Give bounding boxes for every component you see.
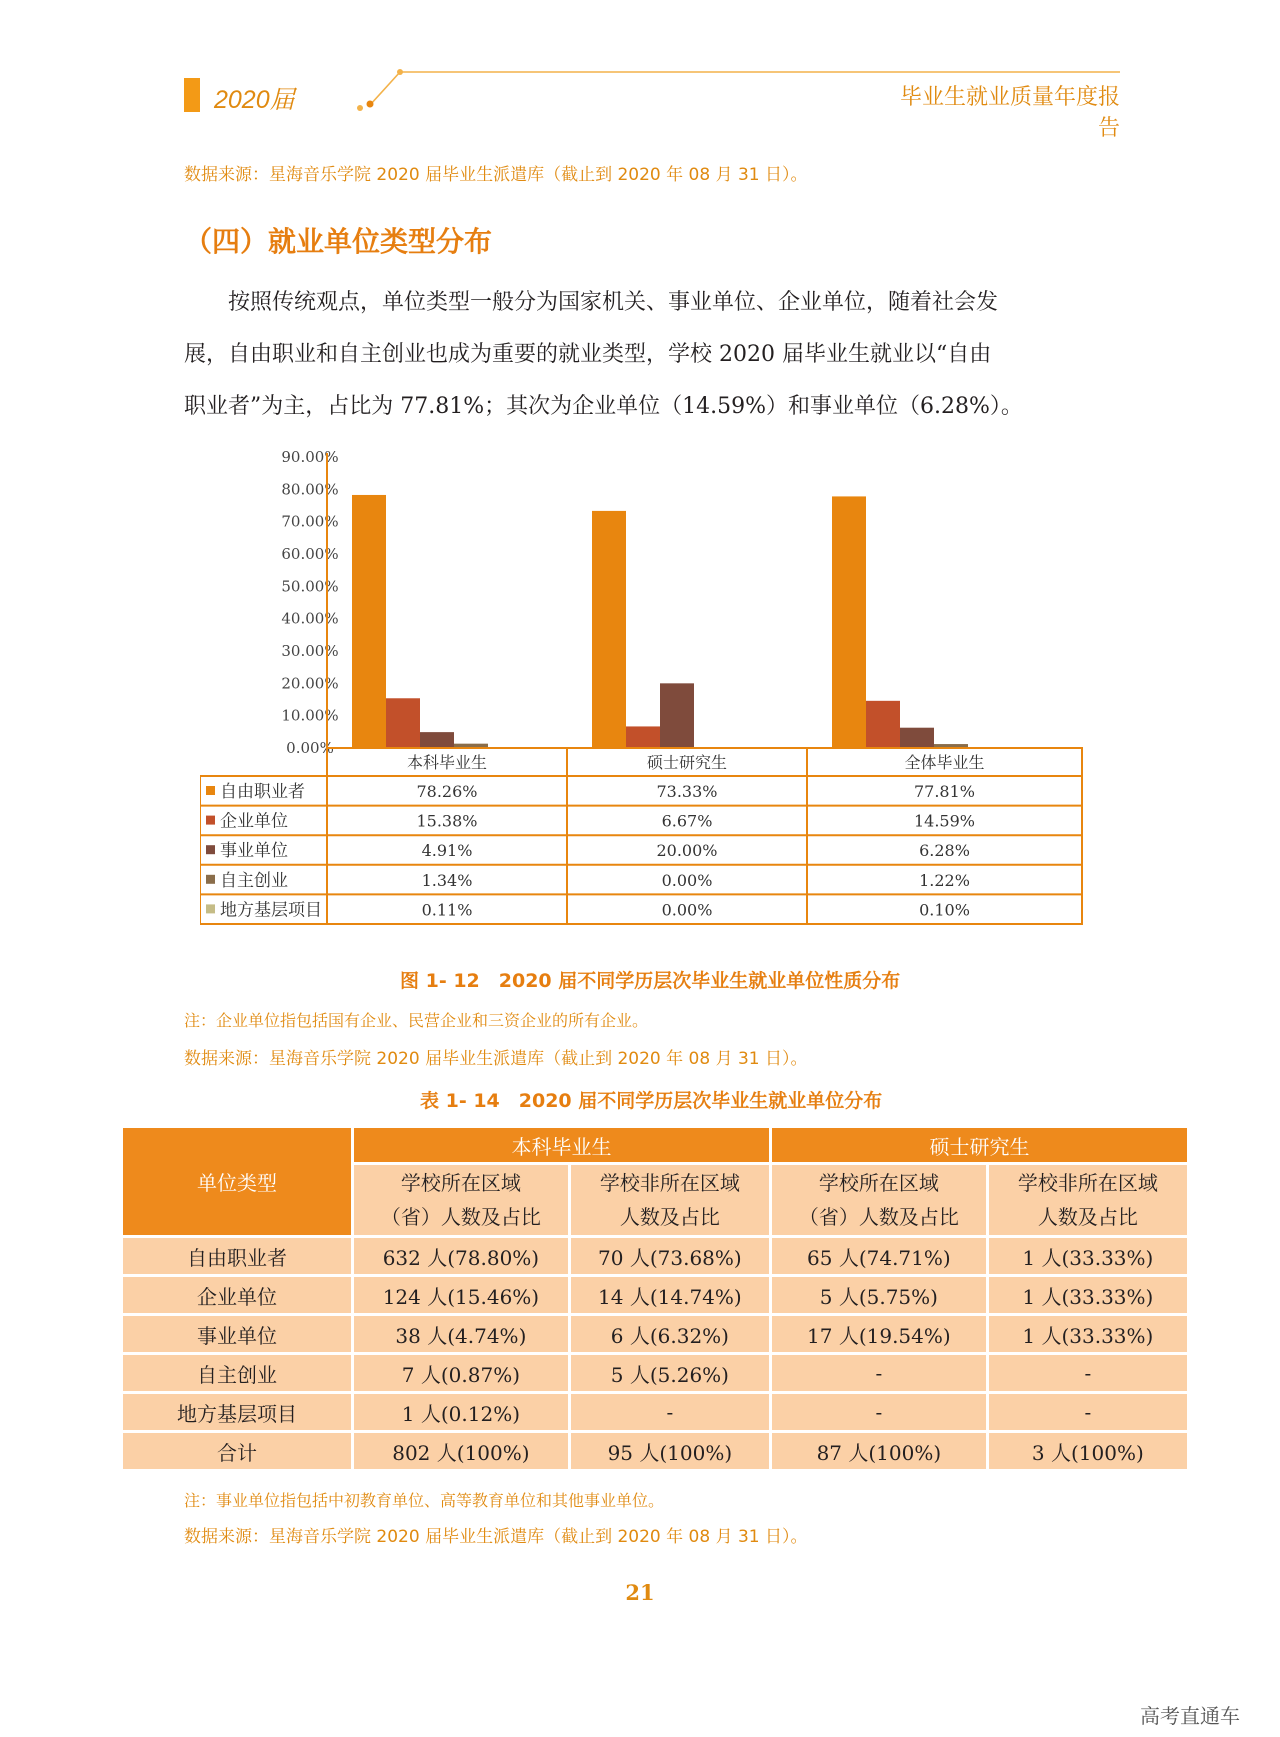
data-label: 1.34% (421, 870, 473, 890)
group-header-master: 硕士研究生 (772, 1128, 1187, 1162)
table-source: 数据来源：星海音乐学院 2020 届毕业生派遣库（截止到 2020 年 08 月 31 日）。 (184, 1527, 808, 1547)
data-label: 0.00% (661, 870, 713, 890)
table-row (123, 1277, 1187, 1313)
data-label: 14.59% (913, 811, 976, 831)
table-cell: 70 人(73.68%) (571, 1238, 769, 1274)
row-label: 自由职业者 (123, 1238, 351, 1274)
table-cell: 5 人(5.26%) (571, 1355, 769, 1391)
table-cell: 38 人(4.74%) (354, 1316, 568, 1352)
row-label: 合计 (123, 1433, 351, 1469)
data-label: 0.10% (919, 900, 970, 920)
y-tick-label: 70.00% (281, 512, 339, 531)
subheader-cell (571, 1165, 769, 1235)
subheader-line: 学校所在区域 (400, 1171, 521, 1195)
table-cell: 7 人(0.87%) (354, 1355, 568, 1391)
subheader-line: （省）人数及占比 (380, 1205, 541, 1229)
bar-chart (200, 445, 1100, 955)
subheader-cell (989, 1165, 1187, 1235)
table-note: 注：事业单位指包括中初教育单位、高等教育单位和其他事业单位。 (184, 1491, 665, 1510)
table-cell: - (989, 1355, 1187, 1391)
table-cell: 124 人(15.46%) (354, 1277, 568, 1313)
subheader-line: 学校所在区域 (818, 1171, 939, 1195)
subheader-cell (354, 1165, 568, 1235)
y-tick-label: 40.00% (281, 609, 339, 628)
group-header-undergrad: 本科毕业生 (354, 1128, 769, 1162)
header-year-label: 2020届 (214, 86, 295, 114)
row-label: 企业单位 (123, 1277, 351, 1313)
data-label: 73.33% (656, 782, 718, 801)
bar-2-3 (866, 701, 900, 748)
legend-label: 事业单位 (220, 841, 288, 862)
y-tick-label: 60.00% (281, 545, 339, 563)
table-cell: 3 人(100%) (989, 1433, 1187, 1469)
category-label: 全体毕业生 (904, 753, 985, 772)
y-tick-label: 50.00% (281, 577, 339, 596)
table-cell: - (772, 1355, 986, 1391)
page-number: 21 (625, 1580, 655, 1605)
y-tick-label: 0.00% (286, 739, 334, 757)
bar-3-2 (660, 683, 694, 748)
bar-1-2 (592, 511, 626, 748)
table-row (123, 1394, 1187, 1430)
data-label: 0.11% (421, 900, 473, 920)
watermark-text: 高考直通车 (1140, 1704, 1240, 1728)
data-label: 0.00% (661, 900, 713, 920)
legend-swatch (206, 816, 215, 825)
subheader-line: 人数及占比 (619, 1205, 720, 1229)
category-label: 本科毕业生 (406, 753, 488, 772)
legend-swatch (206, 845, 215, 854)
paragraph-line-2: 展，自由职业和自主创业也成为重要的就业类型，学校 2020 届毕业生就业以“自由 (184, 342, 992, 367)
data-label: 78.26% (416, 782, 478, 801)
figure-caption: 图 1- 12 2020 届不同学历层次毕业生就业单位性质分布 (400, 970, 901, 992)
y-tick-label: 20.00% (281, 674, 339, 693)
table-cell: 17 人(19.54%) (772, 1316, 986, 1352)
y-tick-label: 30.00% (281, 642, 339, 660)
table-caption: 表 1- 14 2020 届不同学历层次毕业生就业单位分布 (420, 1090, 883, 1112)
bar-1-1 (352, 495, 386, 748)
table-cell: 65 人(74.71%) (772, 1238, 986, 1274)
row-label: 事业单位 (123, 1316, 351, 1352)
legend-swatch (206, 786, 215, 795)
table-cell: 14 人(14.74%) (571, 1277, 769, 1313)
row-label: 自主创业 (123, 1355, 351, 1391)
table-row (123, 1355, 1187, 1391)
table-cell: 5 人(5.75%) (772, 1277, 986, 1313)
subheader-cell (772, 1165, 986, 1235)
bar-3-1 (420, 732, 454, 748)
table-corner-header: 单位类型 (123, 1128, 351, 1235)
legend-label: 自由职业者 (220, 782, 305, 802)
data-label: 20.00% (656, 841, 718, 861)
legend-label: 地方基层项目 (220, 900, 322, 921)
table-cell: 87 人(100%) (772, 1433, 986, 1469)
subheader-line: 学校非所在区域 (599, 1171, 740, 1195)
y-tick-label: 90.00% (281, 448, 339, 466)
subheader-line: （省）人数及占比 (798, 1205, 959, 1229)
figure-source: 数据来源：星海音乐学院 2020 届毕业生派遣库（截止到 2020 年 08 月 31 日）。 (184, 1049, 808, 1069)
subheader-line: 学校非所在区域 (1017, 1171, 1158, 1195)
legend-label: 自主创业 (220, 870, 288, 891)
data-label: 15.38% (416, 811, 478, 831)
data-label: 6.67% (661, 811, 713, 831)
subheader-line: 人数及占比 (1037, 1205, 1138, 1229)
section-heading: （四）就业单位类型分布 (184, 225, 493, 258)
bar-1-3 (832, 496, 866, 748)
paragraph-line-1: 按照传统观点，单位类型一般分为国家机关、事业单位、企业单位，随着社会发 (228, 290, 999, 315)
header-report-title: 毕业生就业质量年度报告 (899, 85, 1120, 141)
table-cell: - (989, 1394, 1187, 1430)
data-label: 4.91% (421, 841, 473, 861)
table-cell: 1 人(33.33%) (989, 1238, 1187, 1274)
figure-note: 注：企业单位指包括国有企业、民营企业和三资企业的所有企业。 (184, 1011, 649, 1030)
table-cell: - (772, 1394, 986, 1430)
table-cell: 802 人(100%) (354, 1433, 568, 1469)
y-tick-label: 80.00% (281, 480, 339, 499)
data-label: 6.28% (919, 841, 970, 861)
table-cell: 6 人(6.32%) (571, 1316, 769, 1352)
table-cell: 1 人(33.33%) (989, 1277, 1187, 1313)
data-label: 77.81% (913, 782, 976, 801)
unit-distribution-table (120, 1125, 1190, 1472)
category-label: 硕士研究生 (646, 753, 728, 772)
paragraph-line-3: 职业者”为主，占比为 77.81%；其次为企业单位（14.59%）和事业单位（6.28%）。 (184, 394, 1023, 419)
table-cell: 632 人(78.80%) (354, 1238, 568, 1274)
table-cell: 95 人(100%) (571, 1433, 769, 1469)
bar-2-1 (386, 698, 420, 748)
y-tick-label: 10.00% (281, 706, 339, 725)
table-cell: 1 人(0.12%) (354, 1394, 568, 1430)
legend-swatch (206, 875, 215, 884)
table-cell: - (571, 1394, 769, 1430)
legend-swatch (206, 904, 215, 913)
row-label: 地方基层项目 (123, 1394, 351, 1430)
table-row (123, 1433, 1187, 1469)
legend-label: 企业单位 (220, 811, 288, 832)
data-source-top: 数据来源：星海音乐学院 2020 届毕业生派遣库（截止到 2020 年 08 月 31 日）。 (184, 165, 808, 185)
table-cell: 1 人(33.33%) (989, 1316, 1187, 1352)
bar-3-3 (900, 728, 934, 748)
header-accent-bar (184, 78, 200, 112)
bar-2-2 (626, 726, 660, 748)
table-row (123, 1238, 1187, 1274)
data-label: 1.22% (919, 870, 970, 890)
table-row (123, 1316, 1187, 1352)
